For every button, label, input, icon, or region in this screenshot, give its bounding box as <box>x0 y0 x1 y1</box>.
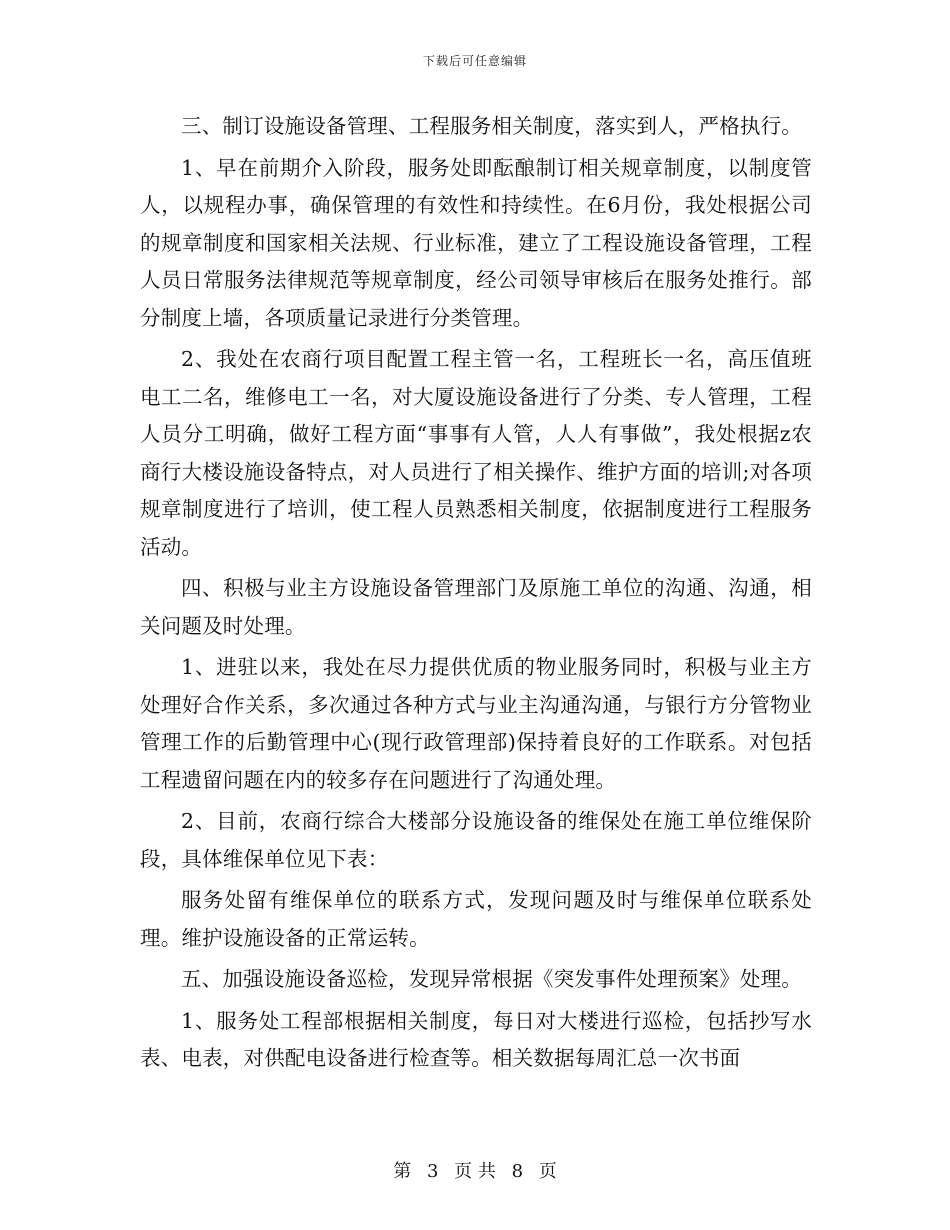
paragraph-section-three-heading: 三、制订设施设备管理、工程服务相关制度，落实到人，严格执行。 <box>181 114 802 138</box>
footer-suffix: 页 <box>538 1161 557 1182</box>
paragraph-item-2: 2、我处在农商行项目配置工程主管一名，工程班长一名，高压值班电工二名，维修电工一名，对大厦设施设备进行了分类、专人管理，工程人员分工明确，做好工程方面“事事有人管，人人有事做”，我处根据z农商行大楼设施设备特点，对人员进行了相关操作、维护方面的培训;对各项规章制度进行了培训，使工程人员熟悉相关制度，依据制度进行工程服务活动。 <box>140 347 812 559</box>
paragraph-section-four-heading: 四、积极与业主方设施设备管理部门及原施工单位的沟通、沟通，相关问题及时处理。 <box>140 576 812 638</box>
paragraph-item-1c: 1、服务处工程部根据相关制度，每日对大楼进行巡检，包括抄写水表、电表，对供配电设备进行检查等。相关数据每周汇总一次书面 <box>140 1008 812 1070</box>
paragraph-item-1: 1、早在前期介入阶段，服务处即酝酿制订相关规章制度，以制度管人，以规程办事，确保管理的有效性和持续性。在6月份，我处根据公司的规章制度和国家相关法规、行业标准，建立了工程设施设备管理，工程人员日常服务法律规范等规章制度，经公司领导审核后在服务处推行。部分制度上墙，各项质量记录进行分类管理。 <box>140 155 812 330</box>
footer-mid: 页 共 <box>454 1161 496 1182</box>
paragraph-contact-note: 服务处留有维保单位的联系方式，发现问题及时与维保单位联系处理。维护设施设备的正常运转。 <box>140 888 812 950</box>
footer-total-pages: 8 <box>511 1161 524 1182</box>
footer-page-number: 3 <box>426 1161 439 1182</box>
footer-prefix: 第 <box>393 1161 412 1182</box>
paragraph-item-1b: 1、进驻以来，我处在尽力提供优质的物业服务同时，积极与业主方处理好合作关系，多次通过各种方式与业主沟通沟通，与银行方分管物业管理工作的后勤管理中心(现行政管理部)保持着良好的工作联系。对包括工程遗留问题在内的较多存在问题进行了沟通处理。 <box>140 655 812 792</box>
paragraph-section-five-heading: 五、加强设施设备巡检，发现异常根据《突发事件处理预案》处理。 <box>181 967 802 991</box>
paragraph-item-2b: 2、目前，农商行综合大楼部分设施设备的维保处在施工单位维保阶段，具体维保单位见下表： <box>140 809 812 871</box>
page-header-note: 下载后可任意编辑 <box>422 54 527 68</box>
document-body <box>140 108 812 1078</box>
page-footer <box>0 1157 950 1183</box>
